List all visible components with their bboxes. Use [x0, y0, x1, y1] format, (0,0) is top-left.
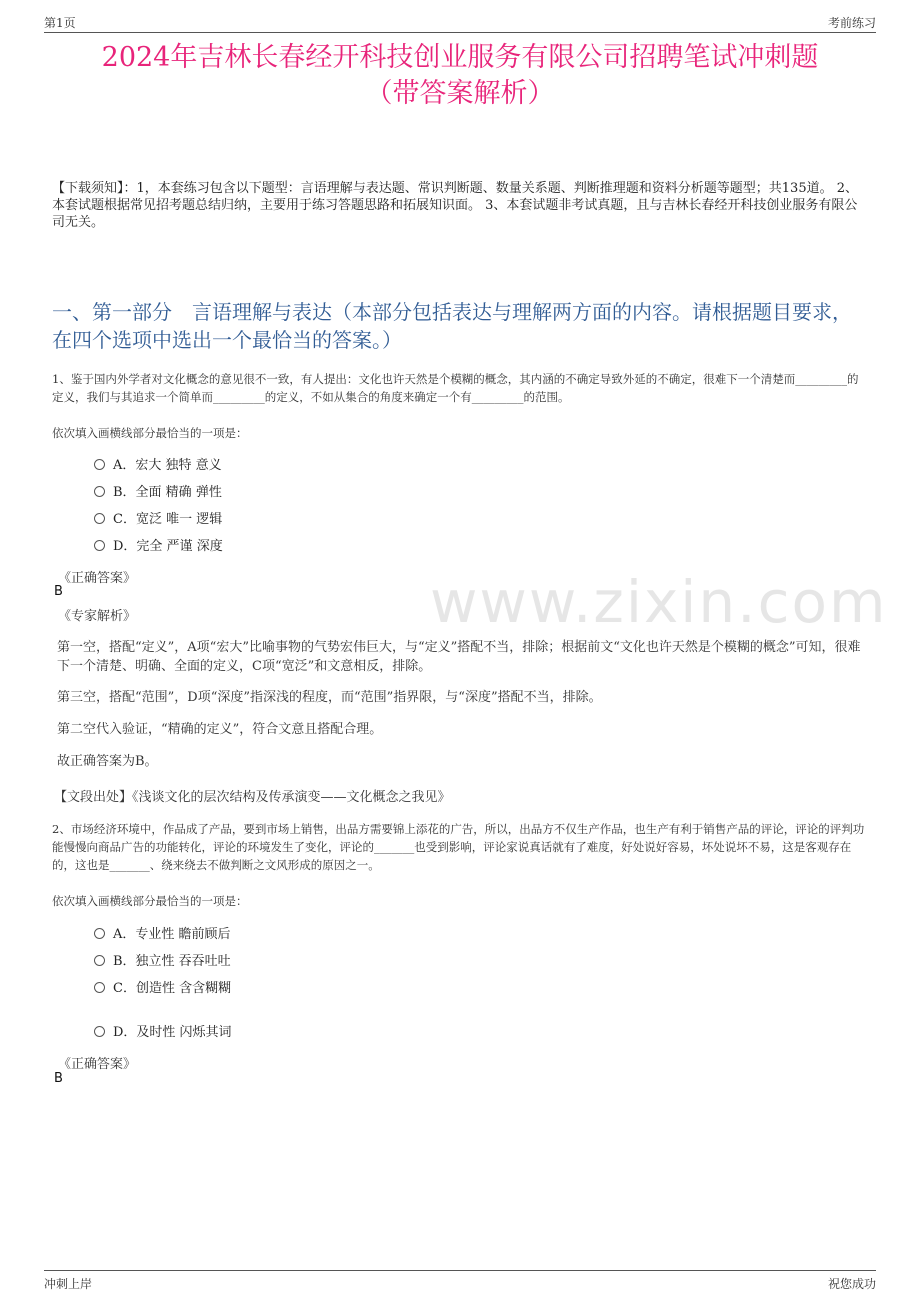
radio-icon[interactable] [94, 928, 105, 939]
radio-icon[interactable] [94, 1026, 105, 1037]
footer-left-label: 冲刺上岸 [44, 1277, 93, 1291]
question-1-stem: 1、鉴于国内外学者对文化概念的意见很不一致，有人提出：文化也许天然是个模糊的概念，其内涵的不确定导致外延的不确定，很难下一个清楚而_________的定义，我们与其追求一个简单而_________的定义，不如从集合的角度来确定一个有_________的范围。 [52, 372, 859, 404]
q1-analysis-paragraph: 第三空，搭配“范围”，D项“深度”指深浅的程度，而“范围”指界限，与“深度”搭配不当，排除。 [57, 690, 602, 705]
page-header [44, 12, 876, 33]
q2-option-d[interactable]: D．及时性 闪烁其词 [94, 1024, 232, 1042]
q1-analysis-paragraph: 故正确答案为B。 [57, 754, 158, 769]
header-label: 考前练习 [827, 16, 876, 30]
watermark: www.zixin.com [430, 568, 888, 636]
section-title: 一、第一部分 言语理解与表达（本部分包括表达与理解两方面的内容。请根据题目要求，在四个选项中选出一个最恰当的答案。） [52, 300, 852, 352]
title-line-2: （带答案解析） [365, 78, 555, 109]
page-title [40, 40, 880, 112]
radio-icon[interactable] [94, 459, 105, 470]
q2-option-b[interactable]: B．独立性 吞吞吐吐 [94, 953, 231, 971]
q2-answer: B [54, 1071, 63, 1086]
page-footer [44, 1270, 876, 1295]
q1-answer: B [54, 584, 63, 599]
q1-analysis-paragraph: 第二空代入验证，“精确的定义”，符合文意且搭配合理。 [57, 722, 383, 737]
page-number: 第1页 [44, 16, 76, 30]
q1-analysis-label: 《专家解析》 [58, 609, 137, 624]
q2-answer-label: 《正确答案》 [58, 1057, 137, 1072]
q2-option-a[interactable]: A．专业性 瞻前顾后 [94, 926, 231, 944]
radio-icon[interactable] [94, 982, 105, 993]
q1-source: 【文段出处】《浅谈文化的层次结构及传承演变——文化概念之我见》 [54, 790, 451, 805]
radio-icon[interactable] [94, 486, 105, 497]
question-2-prompt: 依次填入画横线部分最恰当的一项是： [52, 894, 248, 908]
download-notice: 【下载须知】：1，本套练习包含以下题型：言语理解与表达题、常识判断题、数量关系题、判断推理题和资料分析题等题型；共135道。 2、本套试题根据常见招考题总结归纳，主要用于练习答题思路和拓展知识面。 3、本套试题非考试真题，且与吉林长春经开科技创业服务有限公司无关。 [52, 181, 858, 230]
q1-analysis-paragraph: 第一空，搭配“定义”，A项“宏大”比喻事物的气势宏伟巨大，与“定义”搭配不当，排除；根据前文“文化也许天然是个模糊的概念”可知，很难下一个清楚、明确、全面的定义，C项“宽泛”和文意相反，排除。 [57, 640, 861, 674]
q1-option-a[interactable]: A．宏大 独特 意义 [94, 457, 222, 475]
q1-option-d[interactable]: D．完全 严谨 深度 [94, 538, 223, 556]
footer-right-label: 祝您成功 [827, 1277, 876, 1291]
title-line-1: 2024年吉林长春经开科技创业服务有限公司招聘笔试冲刺题 [101, 42, 819, 73]
question-2-stem: 2、市场经济环境中，作品成了产品，要到市场上销售，出品方需要锦上添花的广告，所以，出品方不仅生产作品，也生产有利于销售产品的评论，评论的评判功能慢慢向商品广告的功能转化，评论的环境发生了变化，评论的_______也受到影响，评论家说真话就有了难度，好处说好容易，坏处说坏不易，这是客观存在的，这也是_______、绕来绕去不做判断之文风形成的原因之一。 [52, 822, 865, 872]
q1-option-c[interactable]: C．宽泛 唯一 逻辑 [94, 511, 222, 529]
q1-answer-label: 《正确答案》 [58, 571, 137, 586]
radio-icon[interactable] [94, 513, 105, 524]
q1-option-b[interactable]: B．全面 精确 弹性 [94, 484, 222, 502]
question-1-prompt: 依次填入画横线部分最恰当的一项是： [52, 426, 248, 440]
q2-option-c[interactable]: C．创造性 含含糊糊 [94, 980, 231, 998]
radio-icon[interactable] [94, 540, 105, 551]
radio-icon[interactable] [94, 955, 105, 966]
